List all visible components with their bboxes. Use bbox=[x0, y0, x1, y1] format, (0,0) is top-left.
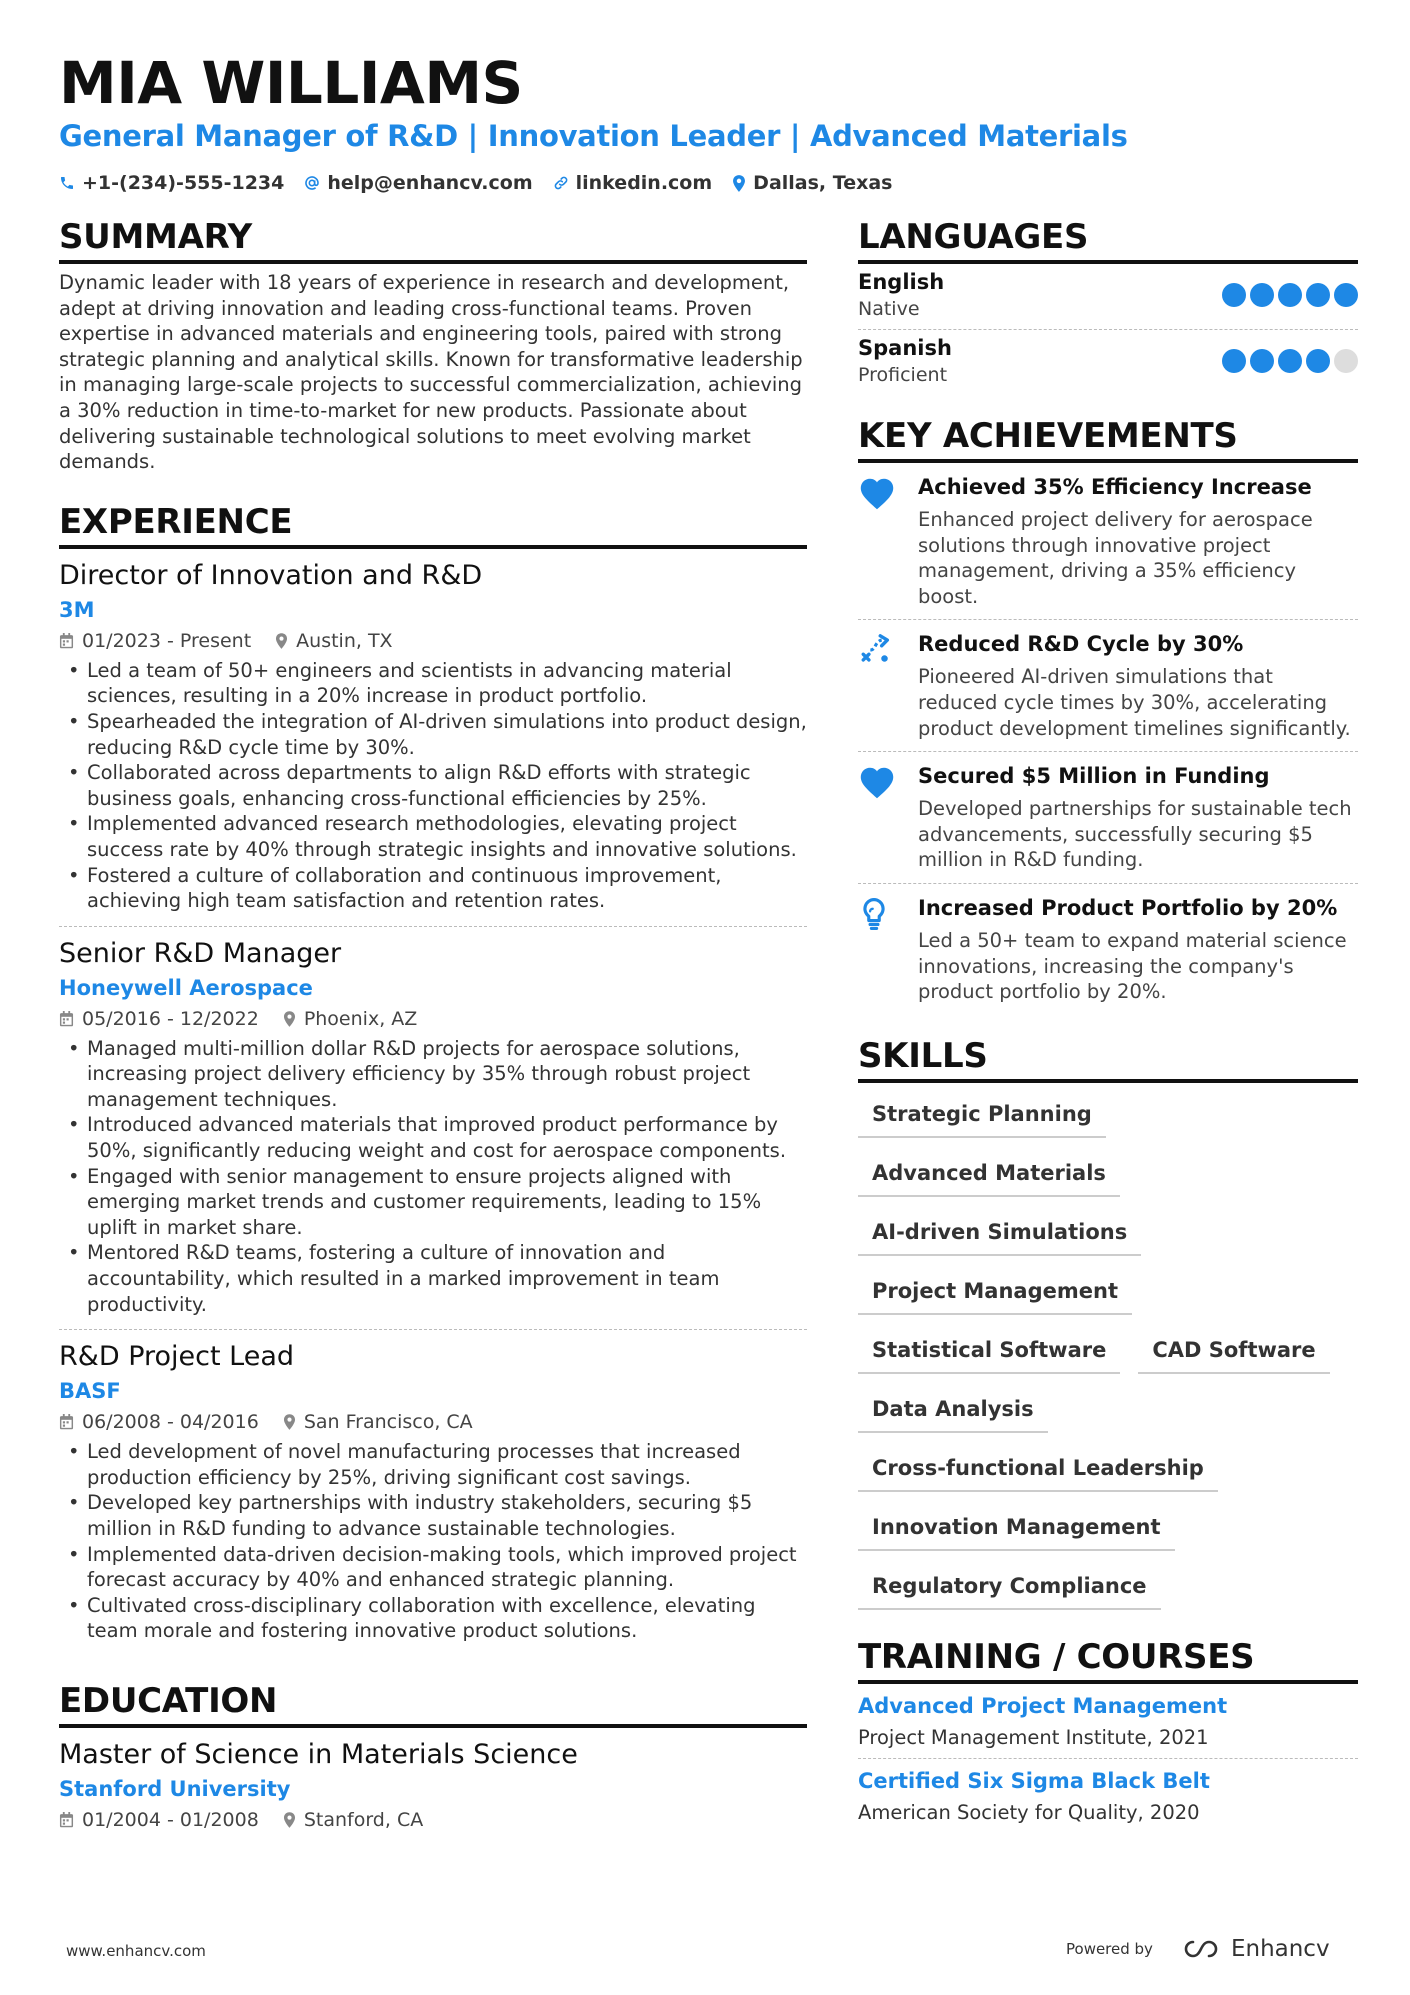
education-dates bbox=[59, 1806, 259, 1834]
language-rating bbox=[1218, 349, 1358, 373]
company-name: BASF bbox=[59, 1379, 121, 1404]
school-name: Stanford University bbox=[59, 1776, 291, 1801]
summary-section bbox=[59, 216, 807, 475]
bullet-item: • Implemented advanced research methodologies, elevating project success rate by 40% through strategic insights and innovative solutions. bbox=[59, 811, 807, 862]
achievement-title: Increased Product Portfolio by 20% bbox=[918, 895, 1338, 920]
job-meta bbox=[59, 627, 807, 655]
languages-section bbox=[858, 216, 1358, 395]
job-bullets bbox=[59, 658, 807, 914]
brand-name: Enhancv bbox=[1230, 1936, 1330, 1962]
map-pin-icon bbox=[732, 175, 746, 192]
skills-list bbox=[858, 1083, 1358, 1622]
course-org: Project Management Institute, 2021 bbox=[858, 1725, 1209, 1749]
section-title: EDUCATION bbox=[59, 1680, 807, 1728]
rating-dot bbox=[1222, 349, 1246, 373]
achievement-entry bbox=[858, 884, 1358, 1015]
dates-text: 05/2016 - 12/2022 bbox=[82, 1007, 259, 1030]
section-title: SUMMARY bbox=[59, 216, 807, 264]
achievements-section bbox=[858, 415, 1358, 1015]
language-entry bbox=[858, 264, 1358, 330]
skill-tag: Cross-functional Leadership bbox=[858, 1445, 1218, 1492]
location-text: Stanford, CA bbox=[303, 1808, 424, 1831]
candidate-name: MIA WILLIAMS bbox=[59, 49, 523, 117]
calendar-icon bbox=[59, 1011, 74, 1027]
job-dates bbox=[59, 1408, 259, 1436]
language-rating bbox=[1218, 283, 1358, 307]
rating-dot bbox=[1334, 349, 1358, 373]
dates-text: 01/2023 - Present bbox=[82, 629, 252, 652]
bullet-item: • Collaborated across departments to align R&D efforts with strategic business goals, enhancing cross-functional efficiencies by 25%. bbox=[59, 760, 807, 811]
achievement-desc: Enhanced project delivery for aerospace solutions through innovative project management, driving a 35% efficiency boost. bbox=[918, 508, 1313, 608]
section-title: SKILLS bbox=[858, 1035, 1358, 1083]
education-meta bbox=[59, 1806, 807, 1834]
education-section bbox=[59, 1680, 807, 1834]
calendar-icon bbox=[59, 633, 74, 649]
skill-tag: CAD Software bbox=[1138, 1327, 1329, 1374]
achievement-title: Reduced R&D Cycle by 30% bbox=[918, 632, 1244, 657]
heart-icon bbox=[858, 476, 896, 510]
course-title: Advanced Project Management bbox=[858, 1693, 1228, 1718]
rating-dot bbox=[1278, 349, 1302, 373]
bullet-item: • Developed key partnerships with industry stakeholders, securing $5 million in R&D funding to advance sustainable technologies. bbox=[59, 1490, 807, 1541]
skill-tag: Strategic Planning bbox=[858, 1091, 1106, 1138]
phone-icon bbox=[59, 175, 75, 191]
section-title: EXPERIENCE bbox=[59, 501, 807, 549]
calendar-icon bbox=[59, 1414, 74, 1430]
at-icon bbox=[304, 175, 320, 191]
job-location bbox=[283, 1408, 473, 1436]
section-title: LANGUAGES bbox=[858, 216, 1358, 264]
skill-tag: Statistical Software bbox=[858, 1327, 1120, 1374]
route-icon bbox=[858, 633, 894, 667]
location-text: Phoenix, AZ bbox=[303, 1007, 418, 1030]
course-entry bbox=[858, 1684, 1358, 1759]
job-bullets bbox=[59, 1036, 807, 1318]
left-column bbox=[59, 216, 807, 1834]
map-pin-icon bbox=[283, 1812, 296, 1828]
achievement-desc: Led a 50+ team to expand material science innovations, increasing the company's product portfolio by 20%. bbox=[918, 928, 1347, 1004]
email-contact[interactable] bbox=[304, 172, 532, 194]
heart-icon bbox=[858, 765, 896, 799]
bullet-item: • Led development of novel manufacturing processes that increased production efficiency by 25%, driving significant cost savings. bbox=[59, 1439, 807, 1490]
skill-tag: Innovation Management bbox=[858, 1504, 1175, 1551]
job-title: Director of Innovation and R&D bbox=[59, 559, 483, 591]
rating-dot bbox=[1334, 283, 1358, 307]
rating-dot bbox=[1250, 349, 1274, 373]
language-level: Native bbox=[858, 298, 920, 320]
job-meta bbox=[59, 1408, 807, 1436]
achievement-title: Secured $5 Million in Funding bbox=[918, 764, 1270, 789]
brand-logo[interactable] bbox=[1179, 1936, 1330, 1962]
rating-dot bbox=[1250, 283, 1274, 307]
language-name: Spanish bbox=[858, 336, 952, 360]
location-text: San Francisco, CA bbox=[303, 1411, 473, 1434]
map-pin-icon bbox=[283, 1414, 296, 1430]
rating-dot bbox=[1278, 283, 1302, 307]
enhancv-logo-icon bbox=[1179, 1938, 1223, 1960]
job-bullets bbox=[59, 1439, 807, 1644]
education-location bbox=[283, 1806, 423, 1834]
email-text: help@enhancv.com bbox=[327, 172, 533, 194]
contact-bar bbox=[59, 170, 912, 196]
footer-website[interactable]: www.enhancv.com bbox=[66, 1942, 206, 1960]
bullet-item: • Implemented data-driven decision-making tools, which improved project forecast accuracy by 40% and enhanced strategic planning. bbox=[59, 1542, 807, 1593]
section-title: TRAINING / COURSES bbox=[858, 1636, 1358, 1684]
linkedin-contact[interactable] bbox=[553, 172, 713, 194]
location-text: Dallas, Texas bbox=[753, 172, 893, 194]
bullet-item: • Led a team of 50+ engineers and scientists in advancing material sciences, resulting in a 20% increase in product portfolio. bbox=[59, 658, 807, 709]
job-entry bbox=[59, 549, 807, 927]
skill-tag: Project Management bbox=[858, 1268, 1132, 1315]
calendar-icon bbox=[59, 1812, 74, 1828]
training-section bbox=[858, 1636, 1358, 1833]
language-entry bbox=[858, 330, 1358, 395]
rating-dot bbox=[1306, 283, 1330, 307]
achievement-desc: Developed partnerships for sustainable tech advancements, successfully securing $5 million in R&D funding. bbox=[918, 797, 1352, 872]
summary-text: Dynamic leader with 18 years of experience in research and development, adept at driving innovation and leading cross-functional teams. Proven expertise in advanced materials and engineering tools, paired with strong strategic planning and analytical skills. Known for transformative leadership in managing large-scale projects to successful commercialization, achieving a 30% reduction in time-to-market for new products. Passionate about delivering sustainable technological solutions to meet evolving market demands. bbox=[59, 271, 803, 474]
dates-text: 06/2008 - 04/2016 bbox=[82, 1411, 259, 1434]
language-name: English bbox=[858, 270, 945, 294]
job-location bbox=[283, 1005, 417, 1033]
right-column bbox=[858, 216, 1358, 1833]
achievement-entry bbox=[858, 752, 1358, 884]
job-meta bbox=[59, 1005, 807, 1033]
job-title: Senior R&D Manager bbox=[59, 937, 342, 969]
education-entry bbox=[59, 1728, 807, 1834]
job-location bbox=[275, 627, 392, 655]
lightbulb-icon bbox=[858, 897, 890, 931]
course-entry bbox=[858, 1759, 1358, 1833]
rating-dot bbox=[1222, 283, 1246, 307]
skill-tag: Data Analysis bbox=[858, 1386, 1048, 1433]
powered-by-text: Powered by bbox=[1066, 1940, 1153, 1958]
linkedin-text: linkedin.com bbox=[575, 172, 713, 194]
location-contact bbox=[732, 172, 892, 194]
bullet-item: • Managed multi-million dollar R&D projects for aerospace solutions, increasing project delivery efficiency by 35% through robust project management techniques. bbox=[59, 1036, 807, 1113]
company-name: Honeywell Aerospace bbox=[59, 975, 313, 1000]
experience-section bbox=[59, 501, 807, 1656]
company-name: 3M bbox=[59, 597, 95, 622]
bullet-item: • Introduced advanced materials that improved product performance by 50%, significantly reducing weight and cost for aerospace components. bbox=[59, 1112, 807, 1163]
job-entry bbox=[59, 927, 807, 1331]
language-level: Proficient bbox=[858, 364, 948, 386]
location-text: Austin, TX bbox=[296, 629, 393, 652]
achievement-entry bbox=[858, 620, 1358, 752]
map-pin-icon bbox=[275, 633, 288, 649]
candidate-tagline: General Manager of R&D | Innovation Leader | Advanced Materials bbox=[59, 119, 1128, 153]
skill-tag: AI-driven Simulations bbox=[858, 1209, 1141, 1256]
section-title: KEY ACHIEVEMENTS bbox=[858, 415, 1358, 463]
map-pin-icon bbox=[283, 1011, 296, 1027]
skill-tag: Advanced Materials bbox=[858, 1150, 1120, 1197]
phone-contact[interactable] bbox=[59, 172, 284, 194]
skill-tag: Regulatory Compliance bbox=[858, 1563, 1161, 1610]
skills-section bbox=[858, 1035, 1358, 1622]
dates-text: 01/2004 - 01/2008 bbox=[82, 1808, 259, 1831]
footer-branding bbox=[1066, 1936, 1330, 1962]
link-icon bbox=[553, 175, 569, 191]
job-dates bbox=[59, 627, 251, 655]
achievement-title: Achieved 35% Efficiency Increase bbox=[918, 475, 1312, 499]
course-org: American Society for Quality, 2020 bbox=[858, 1800, 1200, 1824]
achievement-entry bbox=[858, 463, 1358, 620]
bullet-item: • Spearheaded the integration of AI-driven simulations into product design, reducing R&D cycle time by 30%. bbox=[59, 709, 807, 760]
course-title: Certified Six Sigma Black Belt bbox=[858, 1768, 1210, 1793]
job-entry bbox=[59, 1330, 807, 1656]
bullet-item: • Fostered a culture of collaboration and continuous improvement, achieving high team satisfaction and retention rates. bbox=[59, 863, 807, 914]
bullet-item: • Mentored R&D teams, fostering a culture of innovation and accountability, which resulted in a marked improvement in team productivity. bbox=[59, 1240, 807, 1317]
job-title: R&D Project Lead bbox=[59, 1341, 295, 1373]
rating-dot bbox=[1306, 349, 1330, 373]
bullet-item: • Cultivated cross-disciplinary collaboration with excellence, elevating team morale and fostering innovative product solutions. bbox=[59, 1593, 807, 1644]
job-dates bbox=[59, 1005, 259, 1033]
degree-title: Master of Science in Materials Science bbox=[59, 1738, 578, 1770]
phone-text: +1-(234)-555-1234 bbox=[82, 172, 285, 194]
achievement-desc: Pioneered AI-driven simulations that reduced cycle times by 30%, accelerating product development timelines significantly. bbox=[918, 665, 1351, 740]
bullet-item: • Engaged with senior management to ensure projects aligned with emerging market trends and customer requirements, leading to 15% uplift in market share. bbox=[59, 1164, 807, 1241]
